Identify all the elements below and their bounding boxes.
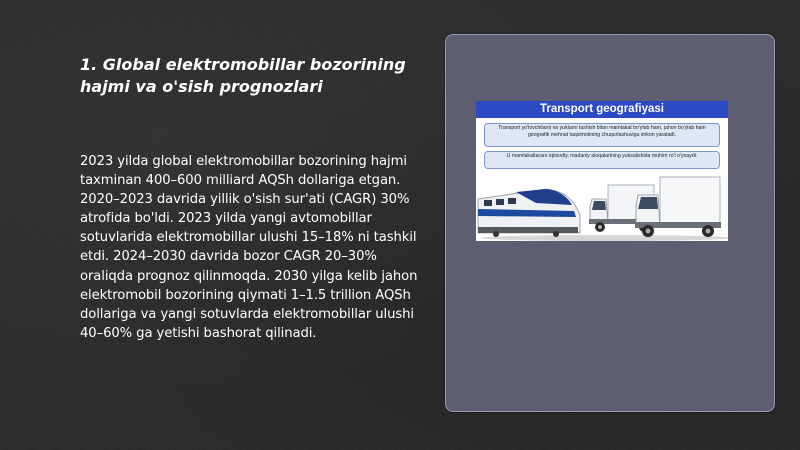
image-panel	[445, 34, 775, 412]
slide-title: 1. Global elektromobillar bozorining hajmi va o'sish prognozlari	[80, 55, 406, 96]
slide-body-text: 2023 yilda global elektromobillar bozorining hajmi taxminan 400–600 milliard AQSh dollariga etgan. 2020–2023 davrida yillik o'sish sur'ati (CAGR) 30% atrofida bo'ldi. 2023 yilda yangi avtomobillar sotuvlarida elektromobillar ulushi 15–18% ni tashkil etdi. 2024–2030 davrida bozor CAGR 20–30% oraliqda prognoz qilinmoqda. 2030 yilga kelib jahon elektromobil bozorining qiymati 1–1.5 trillion AQSh dollariga va yangi sotuvlarda elektromobillar ulushi 40–60% ga yetishi bashorat qilinadi.	[80, 154, 418, 341]
train-icon	[478, 189, 580, 237]
image-text-box-1: Transport yo'lovchilarni va yuklarni tashish bilan mamlakat bo'ylab ham, jahon bo'ylab ham geografik mehnat taqsimotining chuqurlashuviga imkon yaratadi.	[484, 123, 720, 147]
transport-image	[476, 101, 728, 241]
image-title: Transport geografiyasi	[476, 101, 728, 118]
image-text-box-2: U mamlakatlararo iqtisodiy, madaniy aloqalarining yuksalishida muhim ro'l o'ynaydi.	[484, 151, 720, 169]
transport-vehicles-illustration	[476, 169, 728, 241]
